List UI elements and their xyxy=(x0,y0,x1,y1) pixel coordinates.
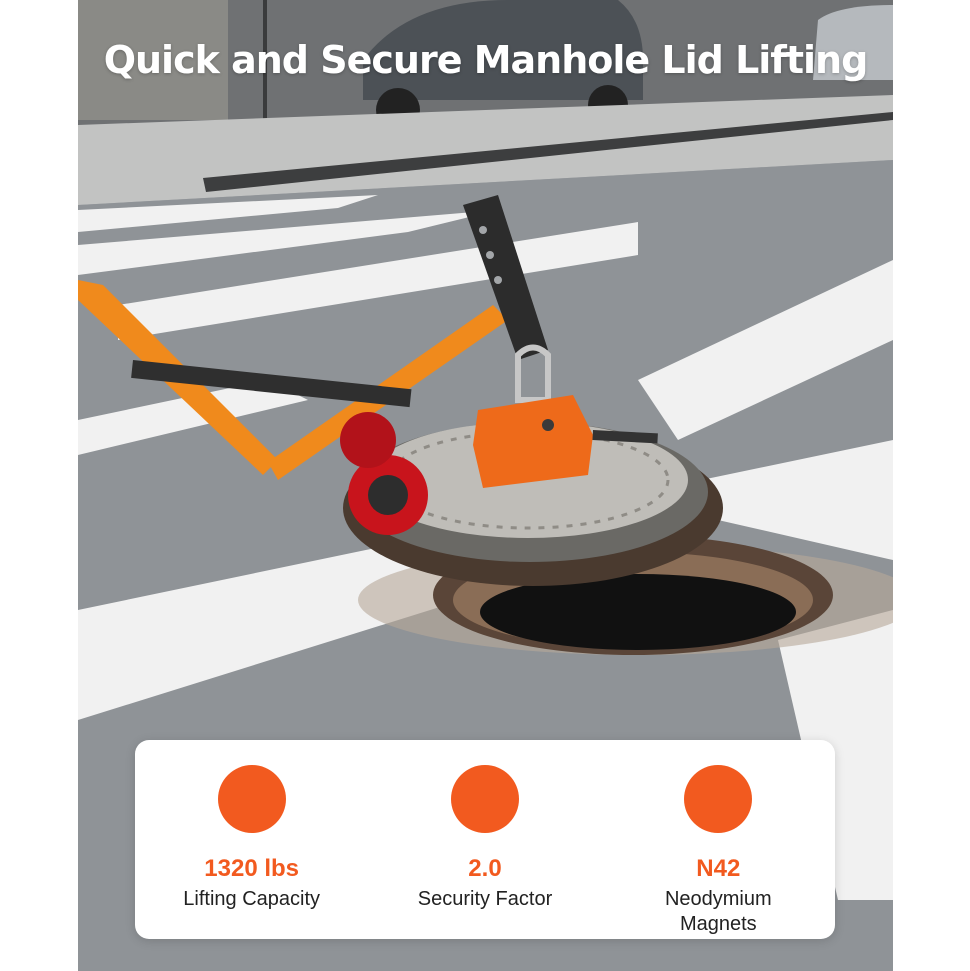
shield-check-icon xyxy=(451,765,519,833)
svg-text:KG: KG xyxy=(147,761,163,772)
feature-label: Lifting Capacity xyxy=(183,888,321,910)
feature-security-factor xyxy=(368,740,601,939)
feature-label: Security Factor xyxy=(417,888,553,910)
kg-weight-icon xyxy=(147,761,286,833)
feature-label: Neodymium Magnets xyxy=(664,888,772,935)
feature-value: N42 xyxy=(696,855,741,882)
magnet-icon xyxy=(684,765,752,833)
page-title: Quick and Secure Manhole Lid Lifting xyxy=(103,38,868,82)
feature-neodymium-magnets xyxy=(602,740,835,939)
feature-value: 1320 lbs xyxy=(204,855,300,882)
product-scene xyxy=(78,0,893,971)
feature-value: 2.0 xyxy=(468,855,502,882)
feature-panel xyxy=(135,740,835,939)
